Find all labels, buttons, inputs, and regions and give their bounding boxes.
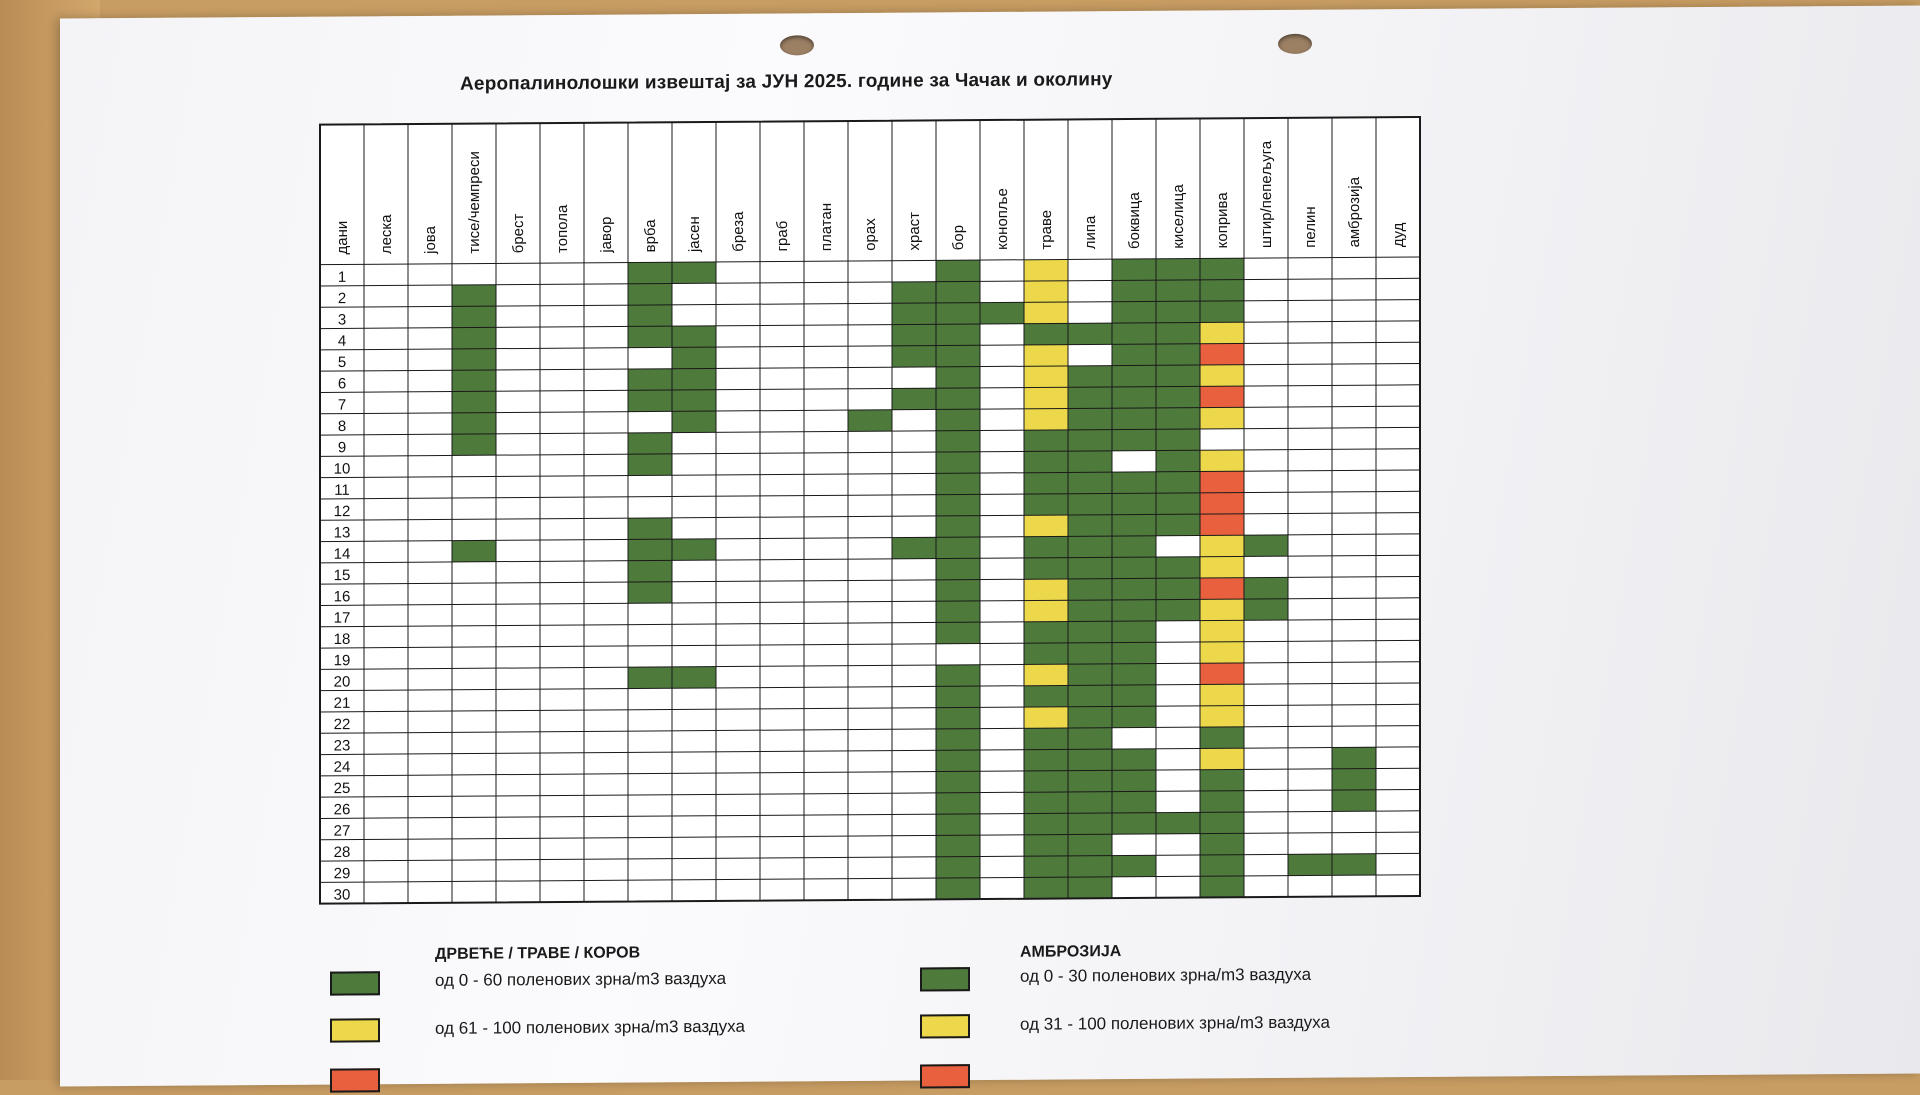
pollen-cell <box>1200 812 1244 834</box>
pollen-cell <box>628 454 672 476</box>
pollen-cell <box>1200 471 1244 493</box>
pollen-cell <box>1068 685 1112 707</box>
pollen-cell <box>628 369 672 391</box>
pollen-cell <box>1200 855 1244 877</box>
pollen-cell <box>1068 643 1112 665</box>
pollen-cell <box>628 390 672 412</box>
pollen-cell <box>1156 514 1200 536</box>
pollen-cell <box>1200 663 1244 685</box>
pollen-cell <box>1156 429 1200 451</box>
pollen-cell <box>936 686 980 708</box>
pollen-cell <box>936 558 980 580</box>
pollen-cell <box>1156 259 1200 281</box>
pollen-cell <box>1200 769 1244 791</box>
pollen-cell <box>1200 876 1244 898</box>
pollen-cell <box>1200 280 1244 302</box>
day-label: 26 <box>333 801 351 819</box>
pollen-cell <box>1068 877 1112 899</box>
pollen-cell <box>1156 386 1200 408</box>
pollen-cell <box>1068 664 1112 686</box>
pollen-cell <box>1112 365 1156 387</box>
pollen-cell <box>628 284 672 306</box>
pollen-cell <box>936 281 980 303</box>
pollen-cell <box>936 409 980 431</box>
pollen-cell <box>936 601 980 623</box>
column-header: граб <box>774 220 791 252</box>
column-header: топола <box>554 204 571 254</box>
pollen-cell <box>1200 706 1244 728</box>
pollen-cell <box>1024 409 1068 431</box>
pollen-cell <box>1200 642 1244 664</box>
pollen-cell <box>1024 835 1068 857</box>
pollen-cell <box>1112 578 1156 600</box>
column-header: тисе/чемпреси <box>466 151 483 254</box>
day-label: 15 <box>333 566 351 585</box>
pollen-cell <box>1200 748 1244 770</box>
day-label: 18 <box>333 630 351 648</box>
pollen-cell <box>1112 493 1156 515</box>
pollen-cell <box>1024 345 1068 367</box>
pollen-cell <box>1068 366 1112 388</box>
pollen-cell <box>892 388 936 410</box>
column-header: јова <box>422 226 439 254</box>
pollen-cell <box>1200 599 1244 621</box>
pollen-cell <box>452 413 496 435</box>
legend-ragweed-medium-swatch <box>920 1014 970 1038</box>
pollen-cell <box>936 750 980 772</box>
pollen-cell <box>452 434 496 456</box>
pollen-cell <box>1068 387 1112 409</box>
pollen-cell <box>1200 556 1244 578</box>
pollen-cell <box>1112 642 1156 664</box>
column-header: дуд <box>1390 222 1407 248</box>
pollen-cell <box>1024 281 1068 303</box>
pollen-cell <box>1156 450 1200 472</box>
pollen-cell <box>452 370 496 392</box>
punch-hole-right <box>1278 34 1312 54</box>
pollen-cell <box>1068 728 1112 750</box>
pollen-cell <box>1156 280 1200 302</box>
pollen-cell <box>452 327 496 349</box>
pollen-cell <box>452 349 496 371</box>
day-label: 19 <box>333 652 351 670</box>
pollen-cell <box>1332 769 1376 791</box>
pollen-cell <box>1024 600 1068 622</box>
day-label: 2 <box>337 290 347 308</box>
pollen-cell <box>1112 749 1156 771</box>
pollen-calendar-table <box>300 108 1530 917</box>
pollen-cell <box>1024 515 1068 537</box>
pollen-cell <box>452 540 496 562</box>
pollen-cell <box>672 390 716 412</box>
day-label: 10 <box>333 460 351 478</box>
pollen-cell <box>848 410 892 432</box>
day-label: 14 <box>333 545 351 563</box>
day-label: 30 <box>333 886 351 904</box>
pollen-cell <box>1024 792 1068 814</box>
column-header: бреза <box>730 211 747 252</box>
pollen-cell <box>1068 430 1112 452</box>
pollen-cell <box>628 433 672 455</box>
day-label: 13 <box>333 524 351 542</box>
pollen-cell <box>1332 747 1376 769</box>
pollen-cell <box>1112 344 1156 366</box>
pollen-cell <box>1156 578 1200 600</box>
pollen-cell <box>1068 493 1112 515</box>
pollen-cell <box>1024 259 1068 281</box>
pollen-cell <box>936 835 980 857</box>
pollen-cell <box>1200 684 1244 706</box>
pollen-cell <box>1112 301 1156 323</box>
pollen-cell <box>892 282 936 304</box>
day-label: 16 <box>333 588 351 606</box>
legend-trees-title: ДРВЕЋЕ / ТРАВЕ / КОРОВ <box>435 944 641 963</box>
legend-ragweed-medium-label: од 31 - 100 поленових зрна/m3 ваздуха <box>1020 1012 1330 1034</box>
pollen-cell <box>1024 643 1068 665</box>
pollen-cell <box>936 793 980 815</box>
pollen-cell <box>672 368 716 390</box>
pollen-cell <box>1068 749 1112 771</box>
day-label: 12 <box>333 503 351 521</box>
pollen-cell <box>628 305 672 327</box>
pollen-cell <box>1068 408 1112 430</box>
pollen-cell <box>1068 706 1112 728</box>
column-header: боквица <box>1126 192 1143 250</box>
pollen-cell <box>1200 407 1244 429</box>
pollen-cell <box>1200 833 1244 855</box>
pollen-cell <box>936 580 980 602</box>
legend-trees-low-swatch <box>330 971 380 995</box>
column-header: амброзија <box>1346 176 1363 248</box>
pollen-cell <box>672 667 716 689</box>
pollen-cell <box>1112 259 1156 281</box>
pollen-cell <box>1200 258 1244 280</box>
pollen-cell <box>936 771 980 793</box>
pollen-cell <box>1332 790 1376 812</box>
pollen-cell <box>1200 620 1244 642</box>
pollen-cell <box>1068 600 1112 622</box>
pollen-cell <box>1200 493 1244 515</box>
pollen-cell <box>1112 855 1156 877</box>
legend-trees-low-label: од 0 - 60 поленових зрна/m3 ваздуха <box>435 968 727 990</box>
column-header: платан <box>818 202 835 252</box>
pollen-cell <box>1024 622 1068 644</box>
pollen-cell <box>1024 771 1068 793</box>
pollen-cell <box>628 262 672 284</box>
pollen-cell <box>936 729 980 751</box>
pollen-cell <box>1112 280 1156 302</box>
pollen-cell <box>628 518 672 540</box>
pollen-cell <box>1200 727 1244 749</box>
pollen-cell <box>892 537 936 559</box>
day-label: 17 <box>333 609 351 627</box>
pollen-cell <box>1112 770 1156 792</box>
pollen-cell <box>892 303 936 325</box>
pollen-cell <box>1068 557 1112 579</box>
pollen-cell <box>1156 344 1200 366</box>
pollen-cell <box>1024 494 1068 516</box>
day-label: 28 <box>333 843 351 861</box>
column-header: орах <box>862 218 879 251</box>
pollen-cell <box>936 707 980 729</box>
pollen-cell <box>1024 813 1068 835</box>
pollen-cell <box>1156 557 1200 579</box>
legend-trees-medium-swatch <box>330 1018 380 1042</box>
column-header: врба <box>642 219 659 253</box>
day-label: 22 <box>333 716 351 734</box>
column-header: штир/пепељуга <box>1258 140 1275 249</box>
pollen-cell <box>628 667 672 689</box>
pollen-cell <box>1200 322 1244 344</box>
pollen-cell <box>1200 578 1244 600</box>
pollen-cell <box>1068 856 1112 878</box>
pollen-cell <box>1288 854 1332 876</box>
pollen-cell <box>980 302 1024 324</box>
pollen-cell <box>1024 749 1068 771</box>
pollen-cell <box>1200 450 1244 472</box>
pollen-cell <box>1024 579 1068 601</box>
pollen-cell <box>628 326 672 348</box>
pollen-cell <box>452 306 496 328</box>
legend-ragweed-title: АМБРОЗИЈА <box>1020 943 1122 961</box>
pollen-cell <box>1024 323 1068 345</box>
pollen-cell <box>1024 664 1068 686</box>
pollen-cell <box>1200 386 1244 408</box>
pollen-cell <box>1112 706 1156 728</box>
legend-trees-medium-label: од 61 - 100 поленових зрна/m3 ваздуха <box>435 1016 745 1038</box>
day-label: 9 <box>337 439 347 457</box>
pollen-cell <box>1112 514 1156 536</box>
legend-trees-high-swatch <box>330 1068 380 1092</box>
pollen-cell <box>892 346 936 368</box>
pollen-cell <box>1068 472 1112 494</box>
pollen-cell <box>628 560 672 582</box>
pollen-cell <box>1024 451 1068 473</box>
pollen-cell <box>1024 430 1068 452</box>
pollen-cell <box>1156 301 1200 323</box>
report-sheet <box>60 6 1920 1087</box>
pollen-cell <box>936 494 980 516</box>
column-header: брест <box>510 213 527 254</box>
pollen-cell <box>1024 685 1068 707</box>
pollen-cell <box>672 411 716 433</box>
pollen-cell <box>1112 557 1156 579</box>
pollen-cell <box>1112 813 1156 835</box>
pollen-cell <box>936 537 980 559</box>
pollen-cell <box>1244 577 1288 599</box>
pollen-cell <box>1200 535 1244 557</box>
pollen-cell <box>1156 812 1200 834</box>
pollen-cell <box>1200 365 1244 387</box>
pollen-cell <box>1332 854 1376 876</box>
pollen-cell <box>672 326 716 348</box>
pollen-cell <box>1068 515 1112 537</box>
column-header: јасен <box>686 216 703 253</box>
pollen-cell <box>1068 323 1112 345</box>
column-header: пелин <box>1302 206 1319 248</box>
pollen-cell <box>1200 343 1244 365</box>
day-label: 23 <box>333 737 351 755</box>
pollen-cell <box>1112 429 1156 451</box>
pollen-cell <box>1068 813 1112 835</box>
day-label: 6 <box>337 375 347 393</box>
pollen-cell <box>936 367 980 389</box>
pollen-cell <box>1200 791 1244 813</box>
pollen-cell <box>452 285 496 307</box>
pollen-cell <box>936 430 980 452</box>
pollen-cell <box>672 262 716 284</box>
column-header: траве <box>1038 209 1055 250</box>
pollen-cell <box>1024 728 1068 750</box>
day-label: 5 <box>337 353 347 372</box>
pollen-cell <box>1024 366 1068 388</box>
column-header: јавор <box>598 216 615 253</box>
pollen-cell <box>936 856 980 878</box>
pollen-cell <box>936 516 980 538</box>
pollen-cell <box>936 473 980 495</box>
pollen-cell <box>1112 664 1156 686</box>
column-header: киселица <box>1170 184 1187 249</box>
day-label: 4 <box>337 332 347 350</box>
pollen-cell <box>1156 322 1200 344</box>
pollen-cell <box>1068 451 1112 473</box>
pollen-cell <box>1156 599 1200 621</box>
column-header: коприва <box>1214 192 1231 249</box>
column-header: дани <box>334 220 351 255</box>
pollen-cell <box>936 814 980 836</box>
pollen-cell <box>1112 791 1156 813</box>
day-label: 3 <box>337 311 347 329</box>
pollen-cell <box>1112 600 1156 622</box>
column-header: бор <box>950 224 967 251</box>
punch-hole-left <box>780 35 814 55</box>
pollen-cell <box>672 347 716 369</box>
day-label: 27 <box>333 822 351 840</box>
pollen-cell <box>936 260 980 282</box>
pollen-cell <box>1112 621 1156 643</box>
pollen-cell <box>1112 536 1156 558</box>
pollen-cell <box>936 878 980 900</box>
pollen-cell <box>892 324 936 346</box>
report-title: Аеропалинолошки извештај за ЈУН 2025. године за Чачак и околину <box>460 69 1113 95</box>
pollen-cell <box>1024 472 1068 494</box>
pollen-cell <box>1112 387 1156 409</box>
pollen-cell <box>1024 536 1068 558</box>
column-header: леска <box>378 214 395 255</box>
pollen-cell <box>936 324 980 346</box>
day-label: 7 <box>337 396 347 414</box>
day-label: 20 <box>333 673 351 691</box>
pollen-cell <box>1024 856 1068 878</box>
pollen-cell <box>936 388 980 410</box>
pollen-cell <box>1112 685 1156 707</box>
pollen-cell <box>936 452 980 474</box>
day-label: 24 <box>333 758 351 776</box>
day-label: 8 <box>337 417 347 435</box>
pollen-cell <box>1244 599 1288 621</box>
pollen-cell <box>1024 707 1068 729</box>
pollen-cell <box>1068 579 1112 601</box>
pollen-cell <box>1068 621 1112 643</box>
pollen-cell <box>1112 472 1156 494</box>
pollen-cell <box>1156 493 1200 515</box>
pollen-cell <box>936 622 980 644</box>
pollen-cell <box>1024 387 1068 409</box>
pollen-cell <box>936 665 980 687</box>
pollen-cell <box>1024 302 1068 324</box>
pollen-cell <box>1068 834 1112 856</box>
column-header: конопље <box>994 188 1011 250</box>
pollen-cell <box>1156 365 1200 387</box>
pollen-cell <box>1024 877 1068 899</box>
pollen-cell <box>1112 323 1156 345</box>
day-label: 1 <box>337 268 347 286</box>
column-header: липа <box>1082 215 1099 250</box>
pollen-cell <box>628 582 672 604</box>
legend-ragweed-low-swatch <box>920 967 970 991</box>
pollen-cell <box>936 345 980 367</box>
pollen-cell <box>1112 408 1156 430</box>
pollen-cell <box>1156 472 1200 494</box>
pollen-cell <box>1156 408 1200 430</box>
pollen-cell <box>1200 514 1244 536</box>
pollen-cell <box>1068 536 1112 558</box>
pollen-cell <box>1068 770 1112 792</box>
pollen-cell <box>452 391 496 413</box>
legend-ragweed-high-swatch <box>920 1064 970 1088</box>
pollen-cell <box>672 539 716 561</box>
pollen-cell <box>1024 558 1068 580</box>
day-label: 25 <box>333 779 351 798</box>
pollen-cell <box>936 303 980 325</box>
pollen-cell <box>1244 535 1288 557</box>
pollen-cell <box>1200 301 1244 323</box>
day-label: 21 <box>333 694 351 712</box>
pollen-cell <box>628 539 672 561</box>
day-label: 11 <box>334 481 350 499</box>
pollen-cell <box>1068 792 1112 814</box>
column-header: храст <box>906 211 923 251</box>
day-label: 29 <box>333 865 351 883</box>
legend-ragweed-low-label: од 0 - 30 поленових зрна/m3 ваздуха <box>1020 964 1312 986</box>
